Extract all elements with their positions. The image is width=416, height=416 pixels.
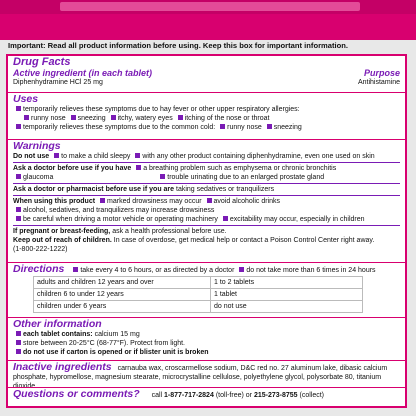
drug-facts-panel [6, 54, 407, 408]
purpose-label: Purpose [363, 68, 400, 78]
other-info-item: calcium 15 mg [94, 331, 140, 338]
bullet-icon [223, 216, 228, 221]
bullet-icon [100, 198, 105, 203]
directions-section [8, 262, 405, 317]
bullet-icon [136, 165, 141, 170]
table-cell: children under 6 years [34, 301, 211, 313]
bullet-icon [16, 174, 21, 179]
symptom-item: sneezing [273, 124, 302, 131]
bullet-icon [73, 267, 78, 272]
questions-text: (collect) [299, 392, 325, 399]
direction-item: do not take more than 6 times in 24 hours [246, 267, 376, 274]
questions-text: call [151, 392, 163, 399]
purpose-value: Antihistamine [357, 79, 400, 86]
collect-phone[interactable]: 215-273-8755 [253, 392, 298, 399]
bullet-icon [16, 216, 21, 221]
active-ingredient-value: Diphenhydramine HCl 25 mg [13, 79, 103, 86]
bullet-icon [16, 207, 21, 212]
questions-title: Questions or comments? [13, 388, 140, 400]
bullet-icon [16, 349, 21, 354]
bullet-icon [239, 267, 244, 272]
table-cell: 1 tablet [211, 289, 363, 301]
pregnant-label: If pregnant or breast-feeding, [13, 228, 111, 235]
inactive-section [8, 360, 405, 390]
other-info-item: store between 20-25°C (68-77°F). Protect from light. [23, 340, 186, 347]
symptom-item: itchy, watery eyes [117, 115, 173, 122]
warning-item: In case of overdose, get medical help or contact a Poison Control Center right away. [113, 237, 375, 244]
questions-section [8, 387, 405, 402]
warning-item: avoid alcoholic drinks [213, 198, 281, 205]
bullet-icon [54, 153, 59, 158]
symptom-item: sneezing [77, 115, 106, 122]
table-row [34, 277, 363, 289]
bullet-icon [178, 115, 183, 120]
warning-item: a breathing problem such as emphysema or chronic bronchitis [143, 165, 337, 172]
questions-text: (toll-free) or [215, 392, 252, 399]
dosage-table [33, 276, 363, 313]
warning-item: trouble urinating due to an enlarged prostate gland [167, 174, 325, 181]
drug-facts-section [8, 56, 405, 92]
keep-out-label: Keep out of reach of children. [13, 237, 112, 244]
ask-pharmacist-label: Ask a doctor or pharmacist before use if you are [13, 186, 175, 193]
table-cell: do not use [211, 301, 363, 313]
uses-line-1: temporarily relieves these symptoms due to hay fever or other upper respiratory allergies: [23, 106, 300, 113]
uses-section [8, 92, 405, 139]
bullet-icon [16, 124, 21, 129]
bullet-icon [220, 124, 225, 129]
important-notice: Important: Read all product information before using. Keep this box for important information. [8, 41, 349, 50]
warning-item: excitability may occur, especially in children [229, 216, 365, 223]
bullet-icon [111, 115, 116, 120]
inactive-title: Inactive ingredients [13, 361, 112, 373]
warning-item: alcohol, sedatives, and tranquilizers may increase drowsiness [23, 207, 215, 214]
symptom-item: itching of the nose or throat [184, 115, 270, 122]
bullet-icon [24, 115, 29, 120]
uses-line-2: temporarily relieves these symptoms due to the common cold: [23, 124, 216, 131]
bullet-icon [207, 198, 212, 203]
warning-item: glaucoma [23, 174, 54, 181]
bullet-icon [160, 174, 165, 179]
other-info-label: each tablet contains: [23, 331, 93, 338]
directions-title: Directions [13, 263, 65, 275]
warnings-section [8, 139, 405, 262]
active-ingredient-label: Active ingredient (in each tablet) [13, 68, 153, 78]
symptom-item: runny nose [227, 124, 262, 131]
toll-free-phone[interactable]: 1-877-717-2824 [164, 392, 214, 399]
package-top-band [0, 0, 416, 40]
bullet-icon [16, 331, 21, 336]
package-top-graphic [60, 2, 360, 11]
warning-item: ask a health professional before use. [112, 228, 227, 235]
warnings-title: Warnings [13, 140, 61, 152]
other-info-item: do not use if carton is opened or if blister unit is broken [23, 349, 209, 356]
inactive-text: carnauba wax, croscarmellose sodium, D&C red no. 27 aluminum lake, dibasic calcium [117, 365, 388, 372]
drug-facts-title: Drug Facts [13, 56, 71, 68]
ask-doctor-label: Ask a doctor before use if you have [13, 165, 132, 172]
when-using-label: When using this product [13, 198, 96, 205]
table-row [34, 289, 363, 301]
bullet-icon [71, 115, 76, 120]
do-not-use-label: Do not use [13, 153, 50, 160]
poison-control-phone: (1-800-222-1222) [13, 246, 68, 253]
table-cell: children 6 to under 12 years [34, 289, 211, 301]
inactive-text: phosphate, hypromellose, magnesium stearate, microcrystalline cellulose, polyethylene glycol, polysorbate 80, titanium dioxide [13, 374, 382, 390]
bullet-icon [135, 153, 140, 158]
warning-item: taking sedatives or tranquilizers [176, 186, 275, 193]
symptoms-list-1 [13, 114, 400, 123]
bullet-icon [16, 340, 21, 345]
bullet-icon [16, 106, 21, 111]
warning-item: to make a child sleepy [61, 153, 131, 160]
warning-item: be careful when driving a motor vehicle or operating machinery [23, 216, 218, 223]
uses-title: Uses [13, 93, 39, 105]
other-info-title: Other information [13, 318, 102, 330]
warning-item: marked drowsiness may occur [107, 198, 202, 205]
direction-item: take every 4 to 6 hours, or as directed by a doctor [80, 267, 235, 274]
table-cell: 1 to 2 tablets [211, 277, 363, 289]
symptom-item: runny nose [31, 115, 66, 122]
other-info-section [8, 317, 405, 360]
warning-item: with any other product containing diphenhydramine, even one used on skin [142, 153, 375, 160]
table-cell: adults and children 12 years and over [34, 277, 211, 289]
bullet-icon [267, 124, 272, 129]
table-row [34, 301, 363, 313]
